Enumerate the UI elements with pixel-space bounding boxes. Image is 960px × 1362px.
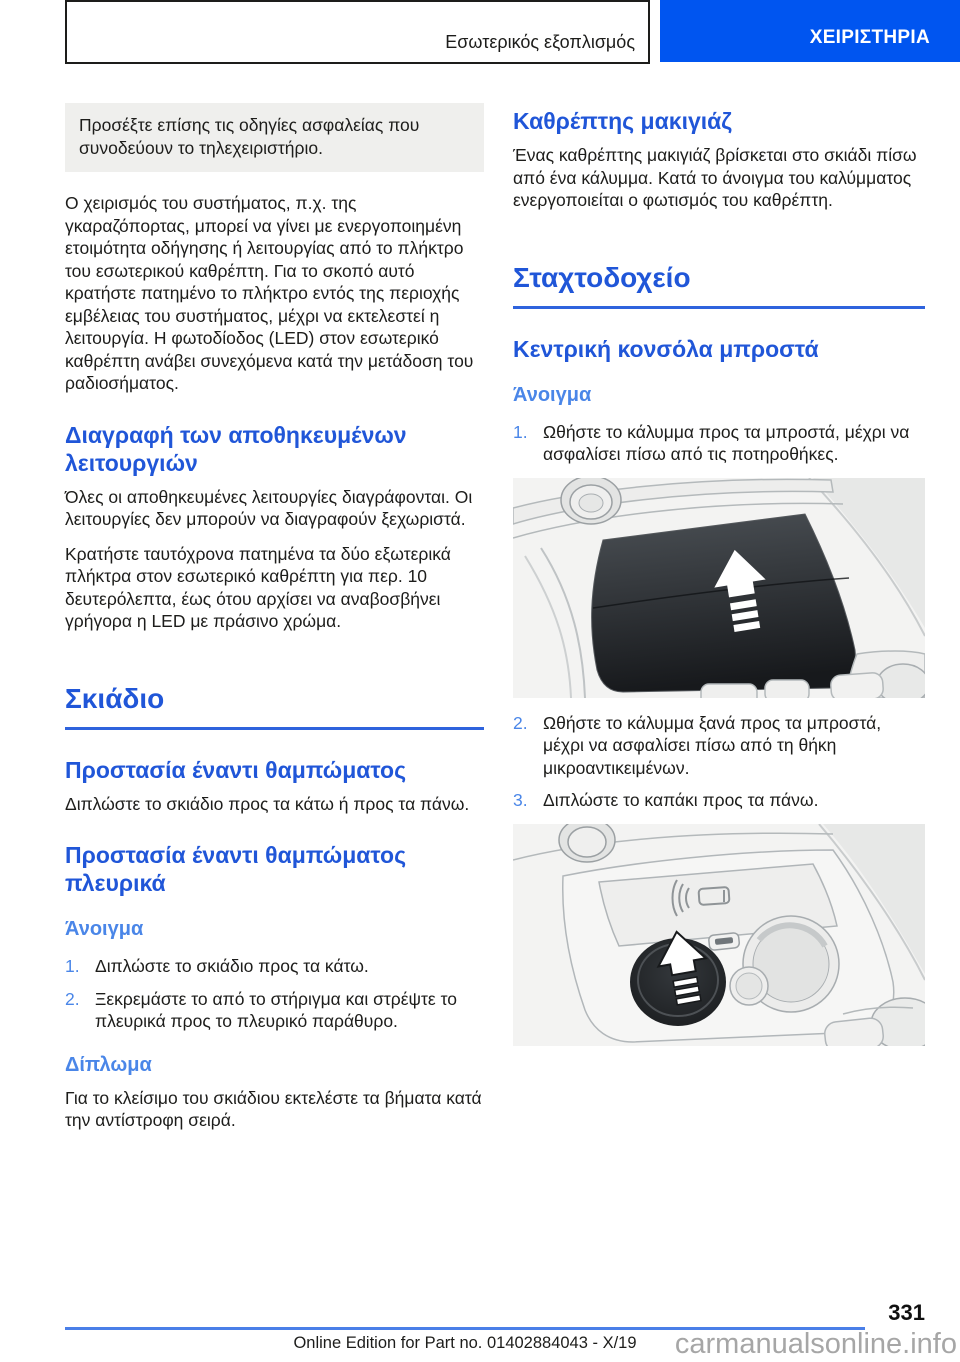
step-text: Ξεκρεμάστε το από το στήριγμα και στρέψτε το πλευρικά προς το πλευρικό παράθυρο. — [95, 988, 457, 1031]
step-number: 2. — [65, 988, 80, 1009]
chapter-label: ΧΕΙΡΙΣΤΗΡΙΑ — [809, 27, 930, 48]
step-number: 1. — [513, 421, 528, 442]
step-text: Διπλώστε το καπάκι προς τα πάνω. — [543, 790, 819, 810]
rotary-knob-icon — [559, 824, 615, 862]
heading-center-console-front: Κεντρική κονσόλα μπροστά — [513, 335, 819, 362]
step-item — [65, 955, 484, 978]
ashtray-opening-steps — [513, 421, 925, 466]
step-item — [513, 789, 925, 812]
chapter-label-box — [660, 0, 960, 62]
heading-delete-stored-functions: Διαγραφή των αποθηκευμένων λειτουργιών — [65, 421, 407, 476]
folding-paragraph: Για το κλείσιμο του σκιάδιου εκτελέστε τα βήματα κατά την αντίστροφη σειρά. — [65, 1087, 482, 1130]
step-text: Ωθήστε το κάλυμμα ξανά προς τα μπροστά, μέχρι να ασφαλίσει πίσω από τη θήκη μικροαντικειμένων. — [543, 712, 882, 778]
heading-ashtray: Σταχτοδοχείο — [513, 262, 925, 309]
heading-sun-visor: Σκιάδιο — [65, 683, 484, 730]
heading-glare-protection-side: Προστασία έναντι θαμπώματος πλευρικά — [65, 842, 407, 896]
watermark-text: carmanualsonline.info — [674, 1328, 957, 1360]
section-label-box — [65, 0, 650, 64]
delete-paragraph-1: Όλες οι αποθηκευμένες λειτουργίες διαγράφονται. Οι λειτουργίες δεν μπορούν να διαγραφούν ξεχωριστά. — [65, 486, 473, 529]
page-number: 331 — [888, 1300, 925, 1325]
sun-visor-opening-steps — [65, 955, 484, 1033]
ashtray-opening-steps-continued — [513, 712, 925, 812]
safety-note-text: Προσέξτε επίσης τις οδηγίες ασφαλείας που συνοδεύουν το τηλεχειριστήριο. — [79, 115, 420, 158]
step-item — [65, 988, 484, 1033]
safety-note-box — [65, 103, 484, 172]
glare-paragraph: Διπλώστε το σκιάδιο προς τα κάτω ή προς τα πάνω. — [65, 793, 470, 814]
right-column — [513, 95, 925, 1058]
console-ashtray-illustration — [513, 824, 925, 1046]
vanity-mirror-paragraph: Ένας καθρέπτης μακιγιάζ βρίσκεται στο σκιάδι πίσω από ένα κάλυμμα. Κατά το άνοιγμα του καλύμματος ενεργοποιείται ο φωτισμός του καθρέπτη. — [513, 145, 917, 210]
step-number: 1. — [65, 956, 80, 976]
delete-paragraph-2: Κρατήστε ταυτόχρονα πατημένα τα δύο εξωτερικά πλήκτρα στον εσωτερικό καθρέπτη για περ. 10 δευτερόλεπτα, έως ότου αρχίσει να αναβοσβήνει γρήγορα η LED με πράσινο χρώμα. — [65, 543, 451, 631]
edition-text: Online Edition for Part no. 01402884043 - X/19 — [293, 1334, 637, 1352]
step-text: Διπλώστε το σκιάδιο προς τα κάτω. — [95, 956, 369, 976]
heading-vanity-mirror: Καθρέπτης μακιγιάζ — [513, 108, 732, 134]
heading-folding: Δίπλωμα — [65, 1053, 152, 1076]
step-text: Ωθήστε το κάλυμμα προς τα μπροστά, μέχρι να ασφαλίσει πίσω από τις ποτηροθήκες. — [543, 421, 910, 464]
intro-paragraph: Ο χειρισμός του συστήματος, π.χ. της γκαραζόπορτας, μπορεί να γίνει με ενεργοποιημένη ετοιμότητα οδήγησης ή λειτουργίας από το πλήκτρο του εσωτερικού καθρέπτη. Για το σκοπό αυτό κρατήστε πατημένο το πλήκτρο εντός της περιοχής εμβέλειας του συστήματος, μέχρι να εκτελεστεί η λειτουργία. Η φωτοδίοδος (LED) στον εσωτερικό καθρέπτη ανάβει συνεχόμενα κατά την μετάδοση του ραδιοσήματος. — [65, 193, 474, 393]
usb-port-icon — [708, 932, 739, 950]
console-closed-cover-drawing — [513, 478, 925, 698]
left-column — [65, 95, 484, 1144]
rotary-knob-icon — [561, 478, 621, 524]
step-item — [513, 712, 925, 780]
console-closed-cover-illustration — [513, 478, 925, 698]
heading-opening-right: Άνοιγμα — [513, 383, 592, 406]
page-footer — [65, 1300, 957, 1362]
section-label: Εσωτερικός εξοπλισμός — [445, 32, 635, 52]
heading-glare-protection: Προστασία έναντι θαμπώματος — [65, 756, 407, 783]
step-number: 2. — [513, 712, 528, 733]
small-holder-inner — [736, 973, 762, 999]
heading-opening-left: Άνοιγμα — [65, 918, 144, 940]
step-item — [513, 421, 925, 466]
console-ashtray-drawing — [513, 824, 925, 1046]
step-number: 3. — [513, 790, 528, 810]
